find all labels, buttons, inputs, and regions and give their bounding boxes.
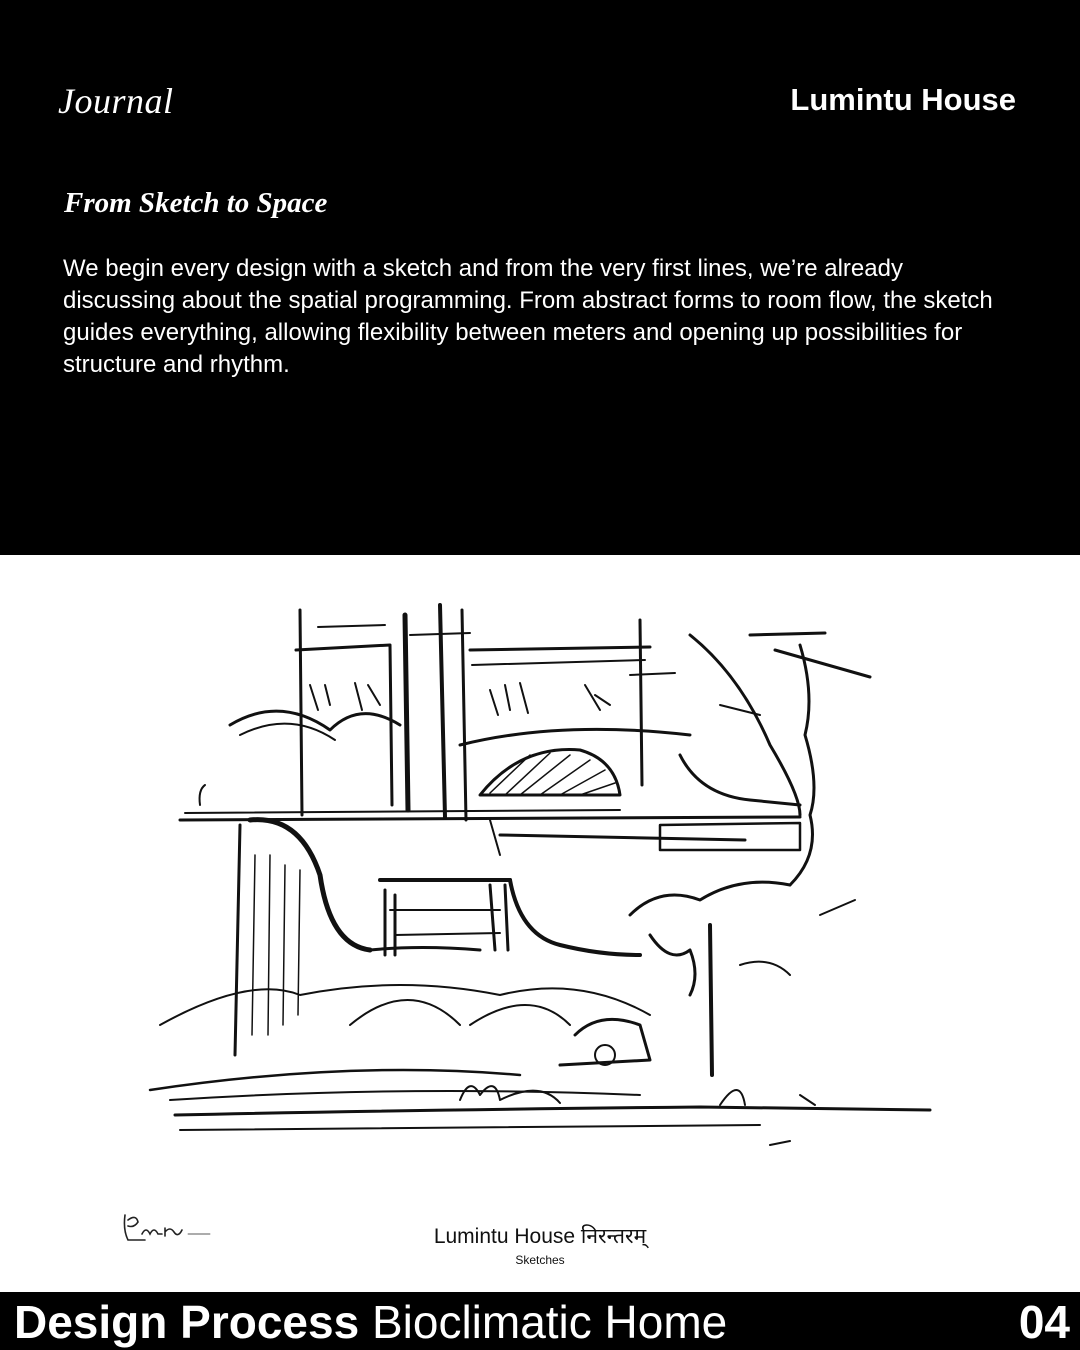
header-section [0, 0, 1080, 555]
page-number: 04 [1018, 1296, 1070, 1348]
sketch-caption-title: Lumintu House निरन्तरम् [433, 1225, 647, 1248]
footer-title [14, 1296, 727, 1348]
article-subtitle: From Sketch to Space [64, 187, 328, 219]
section-label: Journal [58, 81, 174, 121]
article-body: We begin every design with a sketch and from the very first lines, we’re already discussing about the spatial programming. From abstract forms to room flow, the sketch guides everything, allowing flexibility between meters and opening up possibilities for structure and rhythm. [63, 255, 993, 378]
project-name: Lumintu House [790, 82, 1016, 117]
footer-title-bold: Design Process [14, 1296, 360, 1348]
sketch-caption-subtitle: Sketches [515, 1253, 565, 1267]
architectural-sketch [0, 555, 1080, 1292]
footer-bar [0, 1292, 1080, 1350]
sketch-panel [0, 555, 1080, 1292]
sketch-caption [0, 1222, 1080, 1267]
footer-title-regular: Bioclimatic Home [371, 1296, 728, 1348]
